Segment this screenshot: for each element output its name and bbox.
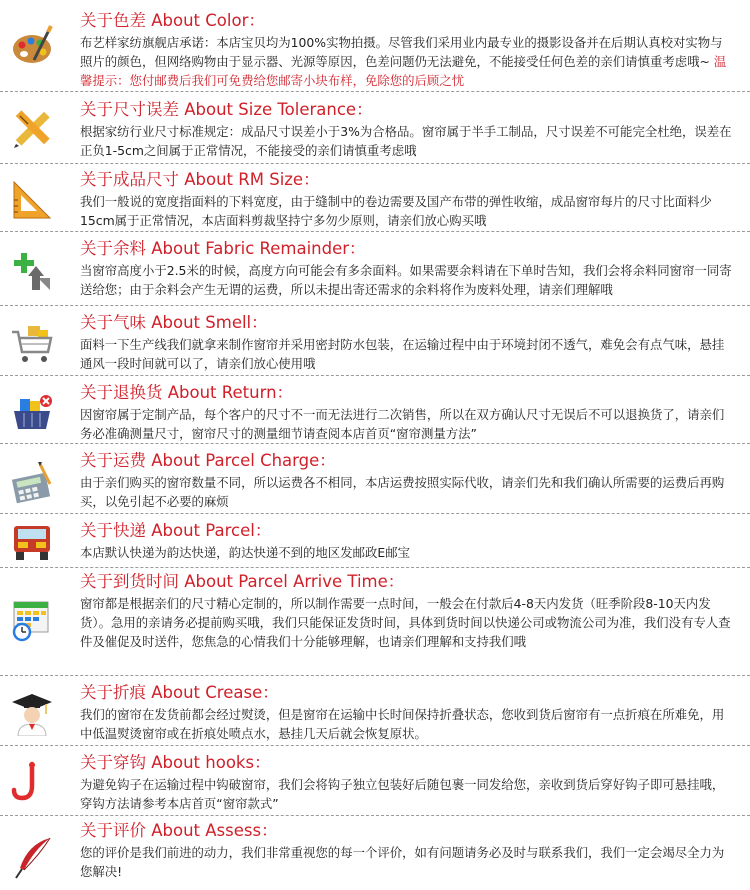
section-color <box>0 0 750 92</box>
section-assess <box>0 816 750 890</box>
quill-pen-icon <box>8 836 56 880</box>
section-rm-size <box>0 164 750 232</box>
section-hooks <box>0 746 750 816</box>
section-title: 关于成品尺寸 About RM Size： <box>80 170 320 189</box>
basket-remove-icon <box>8 391 56 435</box>
section-title: 关于气味 About Smell： <box>80 313 268 332</box>
section-title: 关于退换货 About Return： <box>80 383 294 402</box>
section-parcel-arrive-time <box>0 568 750 676</box>
ruler-pencil-icon <box>8 106 56 150</box>
warm-hint: 温馨提示：您付邮费后我们可免费给您邮寄小块布样，免除您的后顾之忧 <box>80 54 727 88</box>
section-smell <box>0 306 750 376</box>
section-title: 关于到货时间 About Parcel Arrive Time： <box>80 572 405 591</box>
section-crease <box>0 676 750 746</box>
section-body: 根据家纺行业尺寸标准规定：成品尺寸误差小于3%为合格品。窗帘属于半手工制品，尺寸误差不可能完全杜绝，误差在正负1-5cm之间属于正常情况，不能接受的亲们请慎重考虑哦 <box>80 124 732 158</box>
section-title: 关于评价 About Assess： <box>80 821 278 840</box>
palette-icon <box>8 24 56 68</box>
section-body-text: 布艺样家纺旗舰店承诺：本店宝贝均为100%实物拍摄。尽管我们采用业内最专业的摄影设备并在后期认真校对实物与照片的颜色，但网络购物由于显示器、光源等原因，色差问题仍无法避免，不能接受任何色差的亲们请慎重考虑哦~ <box>80 35 723 69</box>
section-body: 因窗帘属于定制产品，每个客户的尺寸不一而无法进行二次销售，所以在双方确认尺寸无误后不可以退换货了，请亲们务必准确测量尺寸，窗帘尺寸的测量细节请查阅本店首页“窗帘测量方法” <box>80 407 725 441</box>
section-body: 您的评价是我们前进的动力，我们非常重视您的每一个评价，如有问题请务必及时与联系我们，我们一定会竭尽全力为您解决! <box>80 845 725 879</box>
section-body <box>80 33 732 90</box>
section-title: 关于运费 About Parcel Charge： <box>80 451 336 470</box>
section-title: 关于折痕 About Crease： <box>80 683 279 702</box>
section-title: 关于余料 About Fabric Remainder： <box>80 239 366 258</box>
shopping-cart-icon <box>8 322 56 366</box>
truck-icon <box>8 520 56 564</box>
section-body: 当窗帘高度小于2.5米的时候，高度方向可能会有多余面料。如果需要余料请在下单时告知，我们会将余料同窗帘一同寄送给您；由于余料会产生无谓的运费，所以未提出寄还需求的余料将作为废料处理，请亲们理解哦 <box>80 263 732 297</box>
section-title: 关于快递 About Parcel： <box>80 521 272 540</box>
section-size-tolerance <box>0 92 750 164</box>
section-body: 面料一下生产线我们就拿来制作窗帘并采用密封防水包装，在运输过程中由于环境封闭不透气，难免会有点气味，悬挂通风一段时间就可以了，请亲们放心使用哦 <box>80 337 725 371</box>
section-fabric-remainder <box>0 232 750 306</box>
section-body: 我们的窗帘在发货前都会经过熨烫，但是窗帘在运输中长时间保持折叠状态，您收到货后窗帘有一点折痕在所难免，用中低温熨烫窗帘或在折痕处喷点水，悬挂几天后就会恢复原状。 <box>80 707 725 741</box>
section-return <box>0 376 750 444</box>
section-parcel <box>0 514 750 568</box>
hook-icon <box>8 760 56 804</box>
section-body: 窗帘都是根据亲们的尺寸精心定制的，所以制作需要一点时间，一般会在付款后4-8天内发货（旺季阶段8-10天内发货）。急用的亲请务必提前购买哦，我们只能保证发货时间，具体到货时间以快递公司或物流公司为准，我们没有专人查件及催促及时送件，您焦急的心情我们十分能够理解，也请亲们理解和支持我们哦 <box>80 596 731 649</box>
graduate-icon <box>8 692 56 736</box>
add-arrow-icon <box>8 250 56 294</box>
calendar-clock-icon <box>8 598 56 642</box>
section-title: 关于色差 About Color： <box>80 11 265 30</box>
calculator-icon <box>8 460 56 504</box>
section-body: 我们一般说的宽度指面料的下料宽度，由于缝制中的卷边需要及国产布带的弹性收缩，成品窗帘每片的尺寸比面料少15cm属于正常情况，本店面料剪裁坚持宁多勿少原则，请亲们放心购买哦 <box>80 194 712 228</box>
section-body: 为避免钩子在运输过程中钩破窗帘，我们会将钩子独立包装好后随包裹一同发给您，亲收到货后穿好钩子即可悬挂哦，穿钩方法请参考本店首页“窗帘款式” <box>80 777 725 811</box>
section-parcel-charge <box>0 444 750 514</box>
section-body: 本店默认快递为韵达快递，韵达快递不到的地区发邮政E邮宝 <box>80 545 410 560</box>
section-body: 由于亲们购买的窗帘数量不同，所以运费各不相同，本店运费按照实际代收，请亲们先和我们确认所需要的运费后再购买，以免引起不必要的麻烦 <box>80 475 725 509</box>
set-square-icon <box>8 178 56 222</box>
section-title: 关于尺寸误差 About Size Tolerance： <box>80 100 373 119</box>
section-title: 关于穿钩 About hooks： <box>80 753 271 772</box>
